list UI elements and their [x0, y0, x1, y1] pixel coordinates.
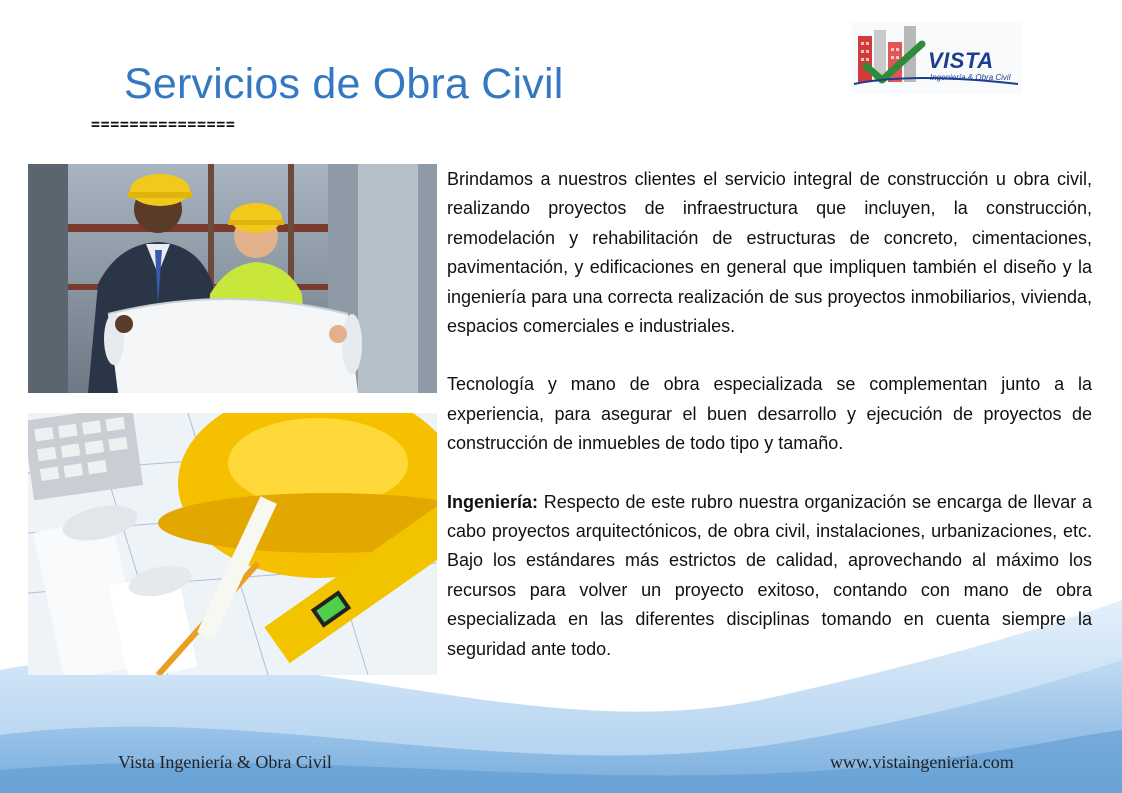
services-description	[447, 165, 1092, 664]
paragraph-technology: Tecnología y mano de obra especializada se complementan junto a la experiencia, para asegurar el buen desarrollo y ejecución de proyectos de construcción de inmuebles de todo tipo y tamaño.	[447, 374, 1092, 454]
engineering-text: Respecto de este rubro nuestra organización se encarga de llevar a cabo proyectos arquitectónicos, de obra civil, instalaciones, urbanizaciones, etc. Bajo los estándares más estrictos de calidad, aprovechando al máximo los recursos para volver un proyecto exitoso, contando con mano de obra especializada en las diferentes disciplinas tomando en cuenta siempre la seguridad ante todo.	[447, 491, 1092, 659]
blueprints-photo	[28, 413, 437, 675]
engineering-label: Ingeniería:	[447, 491, 539, 512]
paragraph-engineering	[447, 488, 1092, 664]
logo-name: VISTA	[928, 48, 994, 73]
title-underline-rule: ===============	[91, 115, 236, 133]
company-logo	[852, 22, 1022, 94]
workers-photo	[28, 164, 437, 393]
paragraph-construction: Brindamos a nuestros clientes el servicio integral de construcción u obra civil, realizando proyectos de infraestructura que incluyen, la construcción, remodelación y rehabilitación de estructuras de concreto, cimentaciones, pavimentación, y edificaciones en general que impliquen también el diseño y la ingeniería para una correcta realización de sus proyectos inmobiliarios, vivienda, espacios comerciales e industriales.	[447, 169, 1092, 337]
footer-company-name: Vista Ingeniería & Obra Civil	[118, 752, 332, 772]
logo-subtitle: Ingeniería & Obra Civil	[930, 73, 1011, 82]
footer-website[interactable]: www.vistaingenieria.com	[830, 752, 1014, 772]
page-title: Servicios de Obra Civil	[124, 60, 564, 108]
